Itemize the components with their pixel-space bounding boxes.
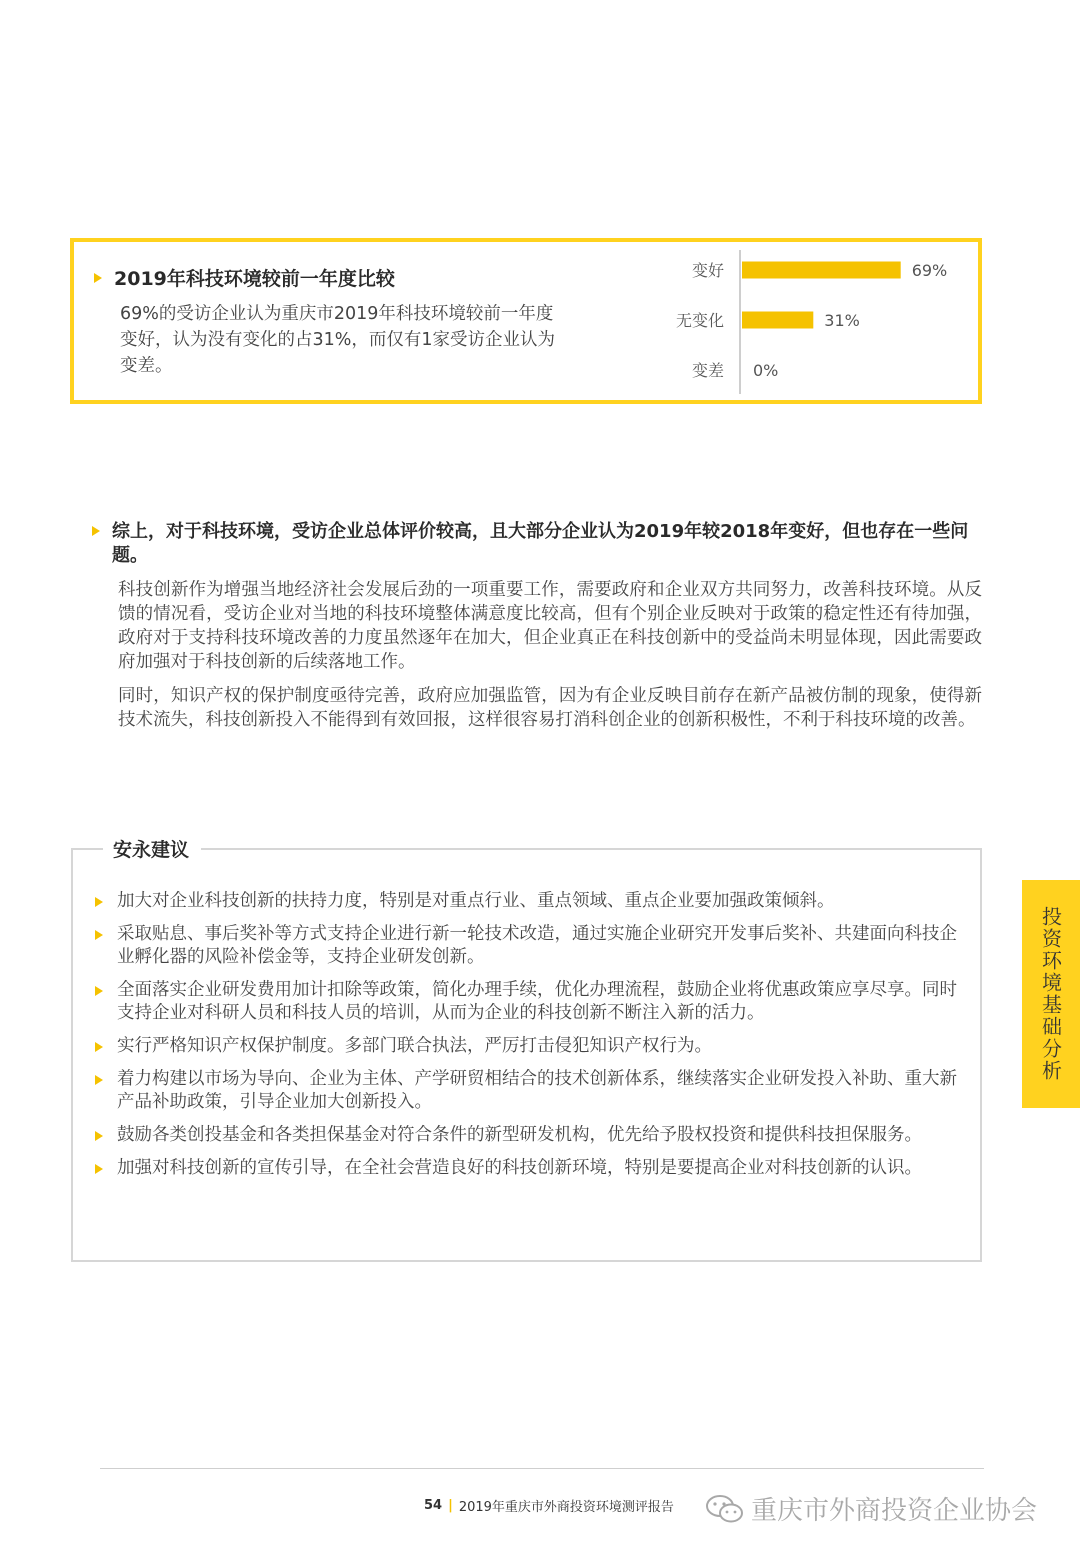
recommendation-text: 全面落实企业研发费用加计扣除等政策，简化办理手续，优化办理流程，鼓励企业将优惠政策应享尽享。同时支持企业对科研人员和科技人员的培训，从而为企业的科技创新不断注入新的活力。 <box>117 980 957 1023</box>
footer-separator: | <box>448 1498 453 1513</box>
recommendation-text: 着力构建以市场为导向、企业为主体、产学研贸相结合的技术创新体系，继续落实企业研发投入补助、重大新产品补助政策，引导企业加大创新投入。 <box>117 1069 957 1112</box>
bullet-arrow-icon <box>95 897 103 907</box>
highlight-box <box>70 238 982 404</box>
watermark <box>705 1490 1037 1527</box>
summary-section <box>92 520 982 732</box>
summary-paragraph: 科技创新作为增强当地经济社会发展后劲的一项重要工作，需要政府和企业双方共同努力，改善科技环境。从反馈的情况看，受访企业对当地的科技环境整体满意度比较高，但有个别企业反映对于政策的稳定性还有待加强，政府对于支持科技环境改善的力度虽然逐年在加大，但企业真正在科技创新中的受益尚未明显体现，因此需要政府加强对于科技创新的后续落地工作。 <box>118 580 982 672</box>
page-number: 54 <box>424 1498 443 1513</box>
list-item <box>95 890 965 913</box>
chart-bar <box>742 312 813 329</box>
list-item <box>95 1068 965 1114</box>
comparison-bar-chart <box>564 248 974 396</box>
recommendation-text: 鼓励各类创投基金和各类担保基金对符合条件的新型研发机构，优先给予股权投资和提供科技担保服务。 <box>117 1125 922 1145</box>
list-item <box>95 1157 965 1180</box>
bullet-arrow-icon <box>92 526 100 536</box>
bullet-arrow-icon <box>94 273 102 283</box>
highlight-body: 69%的受访企业认为重庆市2019年科技环境较前一年度变好，认为没有变化的占31%，而仅有1家受访企业认为变差。 <box>120 304 556 376</box>
highlight-title-row <box>94 264 564 291</box>
chart-svg <box>564 248 974 396</box>
summary-paragraph: 同时，知识产权的保护制度亟待完善，政府应加强监管，因为有企业反映目前存在新产品被仿制的现象，使得新技术流失，科技创新投入不能得到有效回报，这样很容易打消科创企业的创新积极性，不利于科技环境的改善。 <box>118 686 982 730</box>
bullet-arrow-icon <box>95 1075 103 1085</box>
recommendation-text: 加大对企业科技创新的扶持力度，特别是对重点行业、重点领域、重点企业要加强政策倾斜。 <box>117 891 835 911</box>
bullet-arrow-icon <box>95 986 103 996</box>
side-tab-label: 投资环境基础分析 <box>1038 906 1063 1082</box>
report-title: 2019年重庆市外商投资环境测评报告 <box>458 1500 674 1515</box>
summary-head <box>92 520 982 568</box>
list-item <box>95 1124 965 1147</box>
recommendations-list <box>95 890 965 1190</box>
chart-value-label: 69% <box>911 261 948 280</box>
recommendation-text: 加强对科技创新的宣传引导，在全社会营造良好的科技创新环境，特别是要提高企业对科技创新的认识。 <box>117 1158 922 1178</box>
section-side-tab[interactable] <box>1022 880 1080 1108</box>
list-item <box>95 923 965 969</box>
summary-title: 综上，对于科技环境，受访企业总体评价较高，且大部分企业认为2019年较2018年变好，但也存在一些问题。 <box>112 521 969 566</box>
bullet-arrow-icon <box>95 1131 103 1141</box>
recommendations-title: 安永建议 <box>103 835 201 862</box>
recommendations-box <box>71 839 982 1262</box>
chart-value-label: 31% <box>824 311 860 330</box>
chart-category-label: 无变化 <box>675 311 724 330</box>
wechat-icon <box>705 1493 745 1525</box>
list-item <box>95 979 965 1025</box>
highlight-title: 2019年科技环境较前一年度比较 <box>114 268 395 290</box>
footer-divider <box>100 1468 984 1469</box>
watermark-text: 重庆市外商投资企业协会 <box>751 1496 1038 1526</box>
recommendation-text: 采取贴息、事后奖补等方式支持企业进行新一轮技术改造，通过实施企业研究开发事后奖补、共建面向科技企业孵化器的风险补偿金等，支持企业研发创新。 <box>117 924 957 967</box>
chart-category-label: 变差 <box>691 361 724 380</box>
recommendation-text: 实行严格知识产权保护制度。多部门联合执法，严厉打击侵犯知识产权行为。 <box>117 1036 712 1056</box>
bullet-arrow-icon <box>95 1164 103 1174</box>
highlight-text <box>94 264 564 379</box>
list-item <box>95 1035 965 1058</box>
bullet-arrow-icon <box>95 1042 103 1052</box>
footer <box>424 1496 674 1515</box>
chart-value-label: 0% <box>753 361 779 380</box>
bullet-arrow-icon <box>95 930 103 940</box>
chart-bar <box>742 262 901 279</box>
chart-category-label: 变好 <box>691 261 724 280</box>
